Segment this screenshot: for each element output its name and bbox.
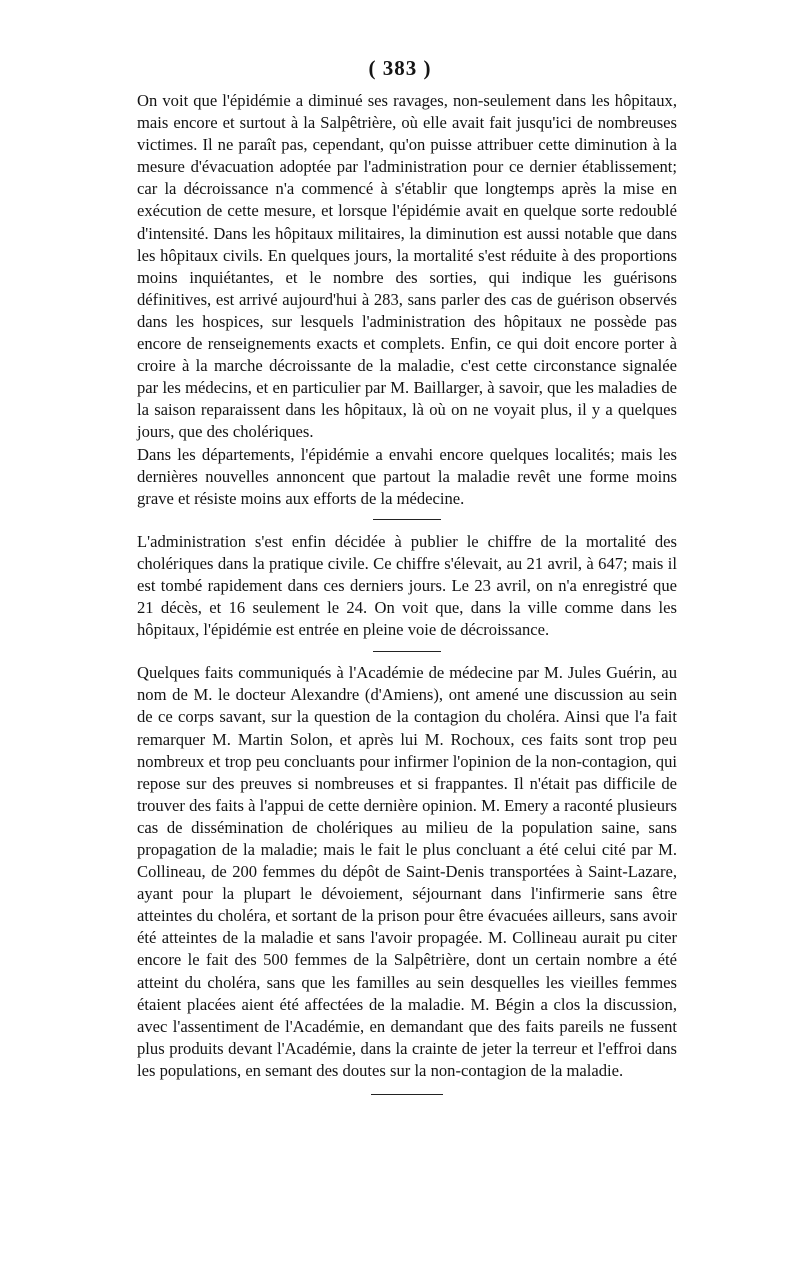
section-divider (373, 651, 441, 652)
section-divider (373, 519, 441, 520)
page-body (137, 90, 677, 1105)
section-epidemic-hospitals (137, 90, 677, 510)
paragraph-academy: Quelques faits communiqués à l'Académie de médecine par M. Jules Guérin, au nom de M. le docteur Alexandre (d'Amiens), ont amené une discussion au sein de ce corps savant, sur la question de la contagion du choléra. Ainsi que l'a fait remarquer M. Martin Solon, et après lui M. Rochoux, ces faits sont trop peu nombreux et trop peu concluants pour infirmer l'opinion de la non-contagion, qui repose sur des preuves si nombreuses et si frappantes. Il n'était pas difficile de trouver des faits à l'appui de cette dernière opinion. M. Emery a raconté plusieurs cas de dissémination de cholériques au milieu de la population saine, sans propagation de la maladie; mais le fait le plus concluant a été celui cité par M. Collineau, de 200 femmes du dépôt de Saint-Denis transportées à Saint-Lazare, ayant pour la plupart le dévoiement, séjournant dans l'infirmerie sans être atteintes du choléra, et sortant de la prison pour être évacuées ailleurs, sans avoir été atteintes de la maladie et sans l'avoir propagée. M. Collineau aurait pu citer encore le fait des 500 femmes de la Salpêtrière, dont un certain nombre a été atteint du choléra, sans que les familles au sein desquelles les vieilles femmes étaient placées aient été affectées de la maladie. M. Bégin a clos la discussion, avec l'assentiment de l'Académie, en demandant que des faits pareils ne fussent plus produits devant l'Académie, dans la crainte de jeter la terreur et l'effroi dans les populations, en semant des doutes sur la non-contagion de la maladie. (137, 663, 677, 1080)
page-number: ( 383 ) (368, 56, 432, 80)
section-academy (137, 662, 677, 1082)
section-divider-end (371, 1094, 443, 1095)
paragraph-hospitals: On voit que l'épidémie a diminué ses ravages, non-seulement dans les hôpitaux, mais encore et surtout à la Salpêtrière, où elle avait fait jusqu'ici de nombreuses victimes. Il ne paraît pas, cependant, qu'on puisse attribuer cette diminution à la mesure d'évacuation adoptée par l'administration pour ce dernier établissement; car la décroissance n'a commencé à s'établir que longtemps après la mise en exécution de cette mesure, et lorsque l'épidémie avait en quelque sorte redoublé d'intensité. Dans les hôpitaux militaires, la diminution est aussi notable que dans les hôpitaux civils. En quelques jours, la mortalité s'est réduite à des proportions moins inquiétantes, et le nombre des sorties, qui indique les guérisons définitives, est arrivé aujourd'hui à 283, sans parler des cas de guérison observés dans les hospices, sur lesquels l'administration des hôpitaux ne possède pas encore de renseignements exacts et complets. Enfin, ce qui doit encore porter à croire à la marche décroissante de la maladie, c'est cette circonstance signalée par les médecins, et en particulier par M. Baillarger, à savoir, que les maladies de la saison reparaissent dans les hôpitaux, là où on ne voyait plus, il y a quelques jours, que des cholériques. (137, 91, 677, 442)
paragraph-mortality: L'administration s'est enfin décidée à publier le chiffre de la mortalité des cholériques dans la pratique civile. Ce chiffre s'élevait, au 21 avril, à 647; mais il est tombé rapidement dans ces derniers jours. Le 23 avril, on n'a enregistré que 21 décès, et 16 seulement le 24. On voit que, dans la ville comme dans les hôpitaux, l'épidémie est entrée en pleine voie de décroissance. (137, 531, 677, 640)
section-mortality (137, 531, 677, 641)
paragraph-departments: Dans les départements, l'épidémie a envahi encore quelques localités; mais les dernières nouvelles annoncent que partout la maladie revêt une forme moins grave et résiste moins aux efforts de la médecine. (137, 444, 677, 508)
